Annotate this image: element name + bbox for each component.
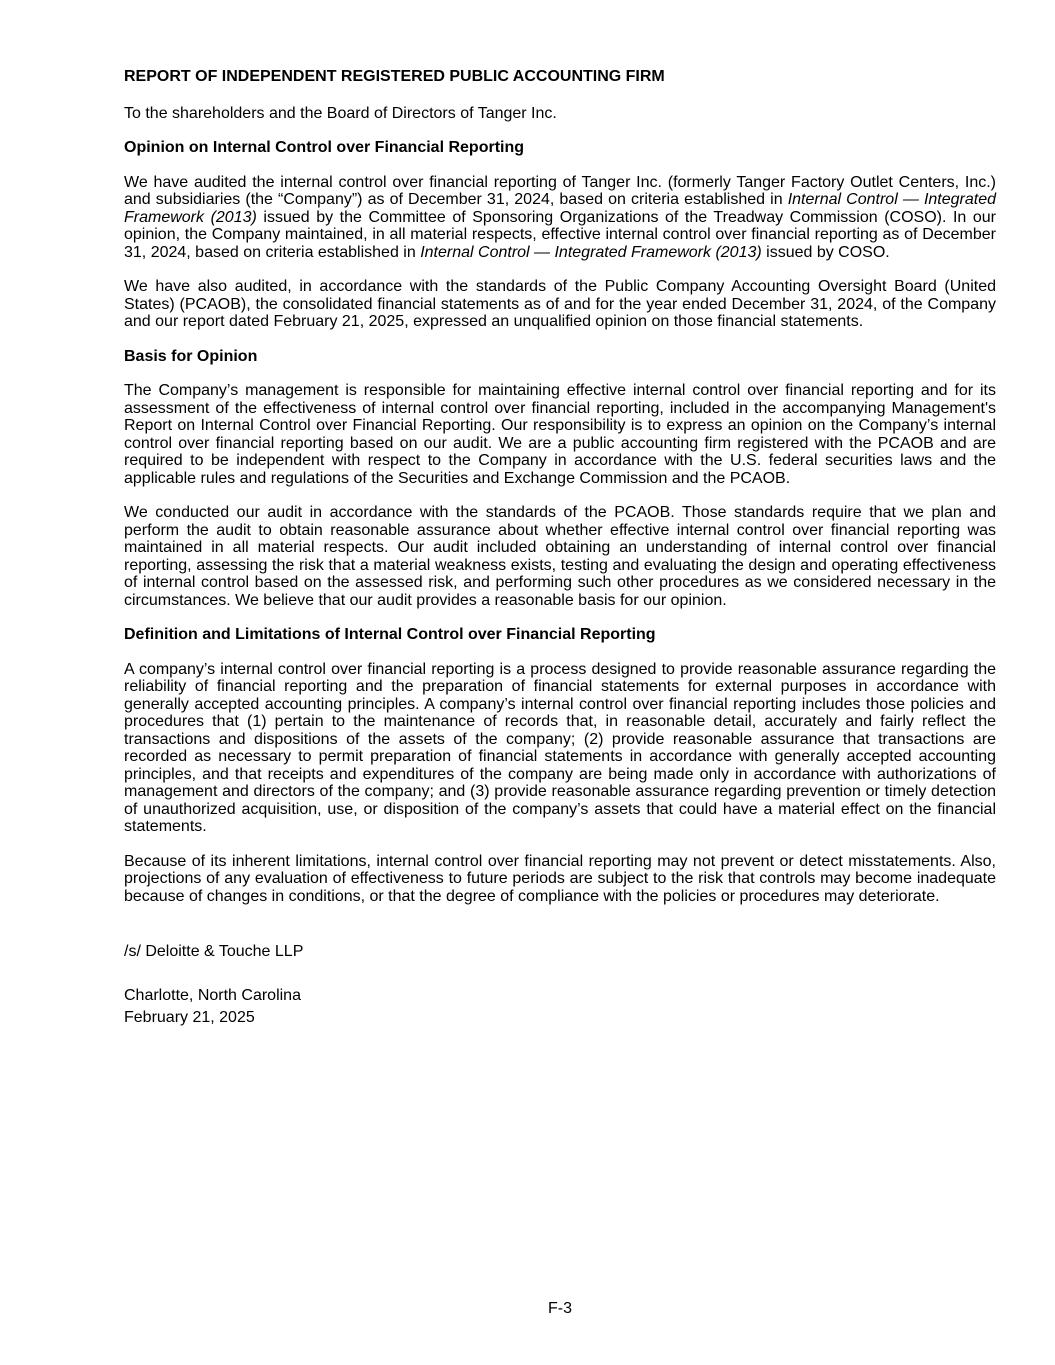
paragraph: Because of its inherent limitations, internal control over financial reporting may not prevent or detect misstatements. Also, projections of any evaluation of effectiveness to future periods are subject to the risk that controls may become inadequate because of changes in conditions, or that the degree of compliance with the policies or procedures may deteriorate. [124,852,996,905]
auditor-signature: /s/ Deloitte & Touche LLP [124,943,304,960]
paragraph: We have also audited, in accordance with the standards of the Public Company Accounting Oversight Board (United States) (PCAOB), the consolidated financial statements as of and for the year ended December 31, 2024, of the Company and our report dated February 21, 2025, expressed an unqualified opinion on those financial statements. [124,278,996,330]
paragraph: The Company’s management is responsible for maintaining effective internal control over financial reporting and for its assessment of the effectiveness of internal control over financial reporting, included in the accompanying Management's Report on Internal Control over Financial Reporting. Our responsibility is to express an opinion on the Company’s internal control over financial reporting based on our audit. We are a public accounting firm registered with the PCAOB and are required to be independent with respect to the Company in accordance with the U.S. federal securities laws and the applicable rules and regulations of the Securities and Exchange Commission and the PCAOB. [124,382,996,487]
signature-date: February 21, 2025 [124,1008,255,1026]
section-heading-opinion: Opinion on Internal Control over Financial Reporting [124,139,525,156]
paragraph: A company’s internal control over financial reporting is a process designed to provide reasonable assurance regarding the reliability of financial reporting and the preparation of financial statements for external purposes in accordance with generally accepted accounting principles. A company’s internal control over financial reporting includes those policies and procedures that (1) pertain to the maintenance of records that, in reasonable detail, accurately and fairly reflect the transactions and dispositions of the assets of the company; (2) provide reasonable assurance that transactions are recorded as necessary to permit preparation of financial statements in accordance with generally accepted accounting principles, and that receipts and expenditures of the company are being made only in accordance with authorizations of management and directors of the company; and (3) provide reasonable assurance regarding prevention or timely detection of unauthorized acquisition, use, or disposition of the company’s assets that could have a material effect on the financial statements. [124,660,996,835]
page-number: F-3 [548,1300,572,1317]
section-heading-definition: Definition and Limitations of Internal Control over Financial Reporting [124,626,656,643]
section-opinion [124,139,996,331]
section-definition-limitations [124,626,996,905]
signature-location: Charlotte, North Carolina [124,986,301,1004]
report-title: REPORT OF INDEPENDENT REGISTERED PUBLIC ACCOUNTING FIRM [124,68,665,85]
addressee-line: To the shareholders and the Board of Directors of Tanger Inc. [124,104,557,122]
document-content [124,68,996,1029]
paragraph: We conducted our audit in accordance with the standards of the PCAOB. Those standards require that we plan and perform the audit to obtain reasonable assurance about whether effective internal control over financial reporting was maintained in all material respects. Our audit included obtaining an understanding of internal control over financial reporting, assessing the risk that a material weakness exists, testing and evaluating the design and operating effectiveness of internal control based on the assessed risk, and performing such other procedures as we considered necessary in the circumstances. We believe that our audit provides a reasonable basis for our opinion. [124,504,996,609]
section-heading-basis: Basis for Opinion [124,347,258,365]
paragraph: We have audited the internal control over financial reporting of Tanger Inc. (formerly Tanger Factory Outlet Centers, Inc.) and subsidiaries (the “Company”) as of December 31, 2024, based on criteria established in Internal Control — Integrated Framework (2013) issued by the Committee of Sponsoring Organizations of the Treadway Commission (COSO). In our opinion, the Company maintained, in all material respects, effective internal control over financial reporting as of December 31, 2024, based on criteria established in Internal Control — Integrated Framework (2013) issued by COSO. [124,173,997,261]
section-basis-for-opinion [124,348,996,610]
sign-off-block [124,985,996,1029]
